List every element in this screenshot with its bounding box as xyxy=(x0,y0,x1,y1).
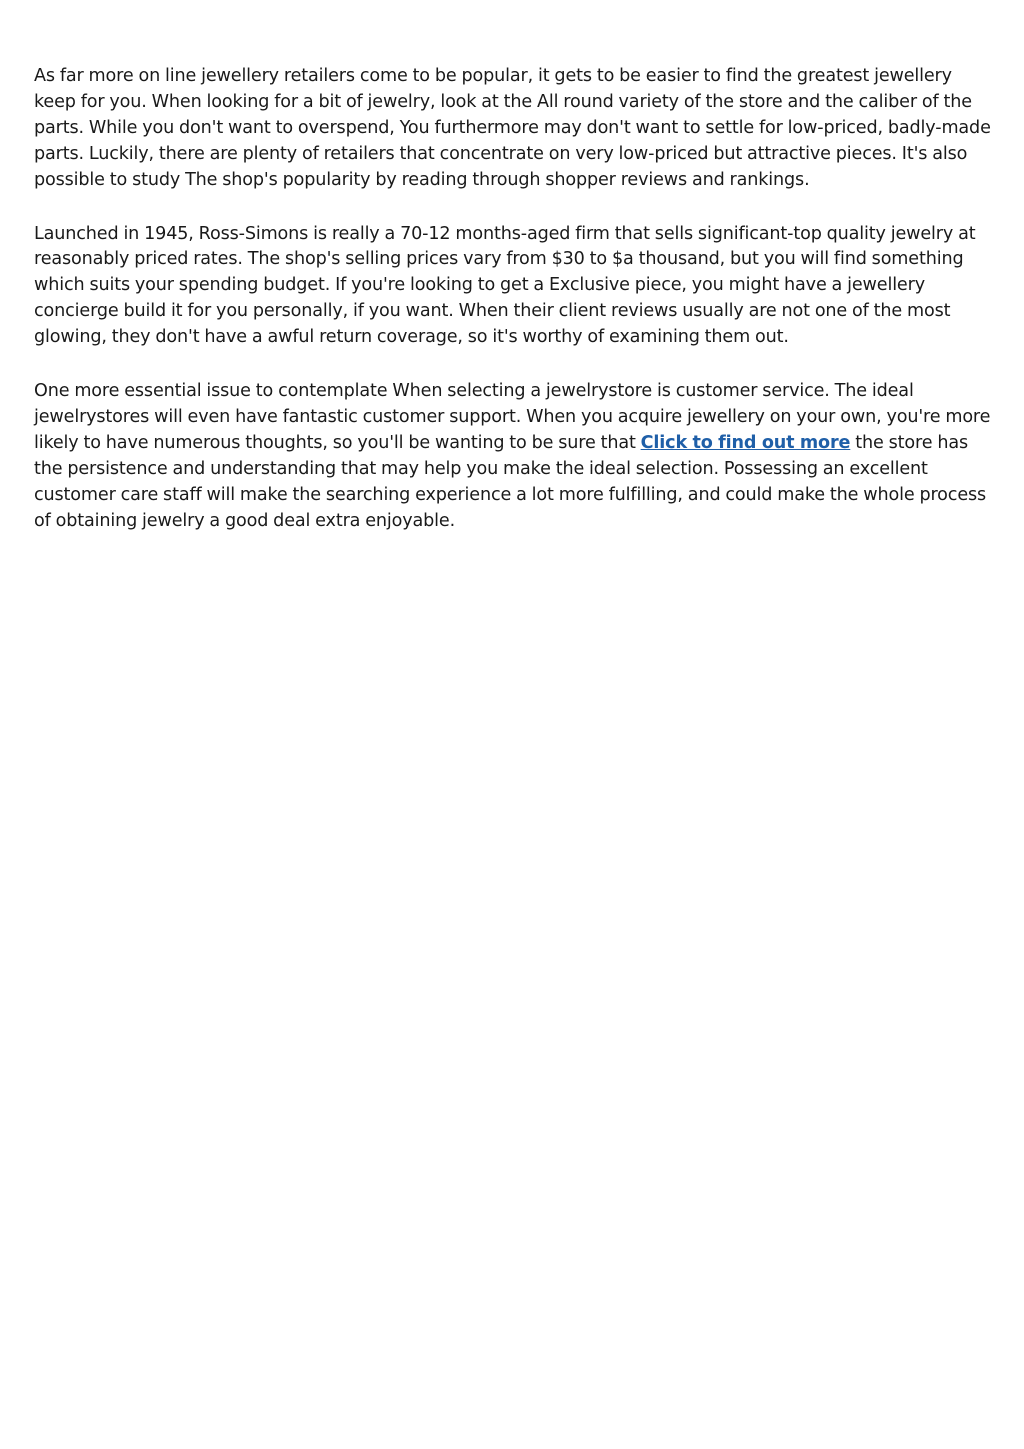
paragraph-3 xyxy=(34,379,994,534)
paragraph-2: Launched in 1945, Ross-Simons is really a 70-12 months-aged firm that sells significant-top quality jewelry at reasonably priced rates. The shop's selling prices vary from $30 to $a thousand, but you will find something which suits your spending budget. If you're looking to get a Exclusive piece, you might have a jewellery concierge build it for you personally, if you want. When their client reviews usually are not one of the most glowing, they don't have a awful return coverage, so it's worthy of examining them out. xyxy=(34,223,976,348)
document-body xyxy=(34,64,994,563)
paragraph-1: As far more on line jewellery retailers come to be popular, it gets to be easier to find the greatest jewellery keep for you. When looking for a bit of jewelry, look at the All round variety of the store and the caliber of the parts. While you don't want to overspend, You furthermore may don't want to settle for low-priced, badly-made parts. Luckily, there are plenty of retailers that concentrate on very low-priced but attractive pieces. It's also possible to study The shop's popularity by reading through shopper reviews and rankings. xyxy=(34,66,991,190)
paragraph-3-text-after: the store has the persistence and understanding that may help you make the ideal selection. Possessing an excellent customer care staff will make the searching experience a lot more fulfilling, and could make the whole process of obtaining jewelry a good deal extra enjoyable. xyxy=(34,432,987,531)
paragraph-3-text-before: One more essential issue to contemplate When selecting a jewelrystore is customer service. The ideal jewelrystores will even have fantastic customer support. When you acquire jewellery on your own, you're more likely to have numerous thoughts, so you'll be wanting to be sure that xyxy=(34,381,991,453)
find-out-more-link[interactable]: Click to find out more xyxy=(640,432,851,453)
